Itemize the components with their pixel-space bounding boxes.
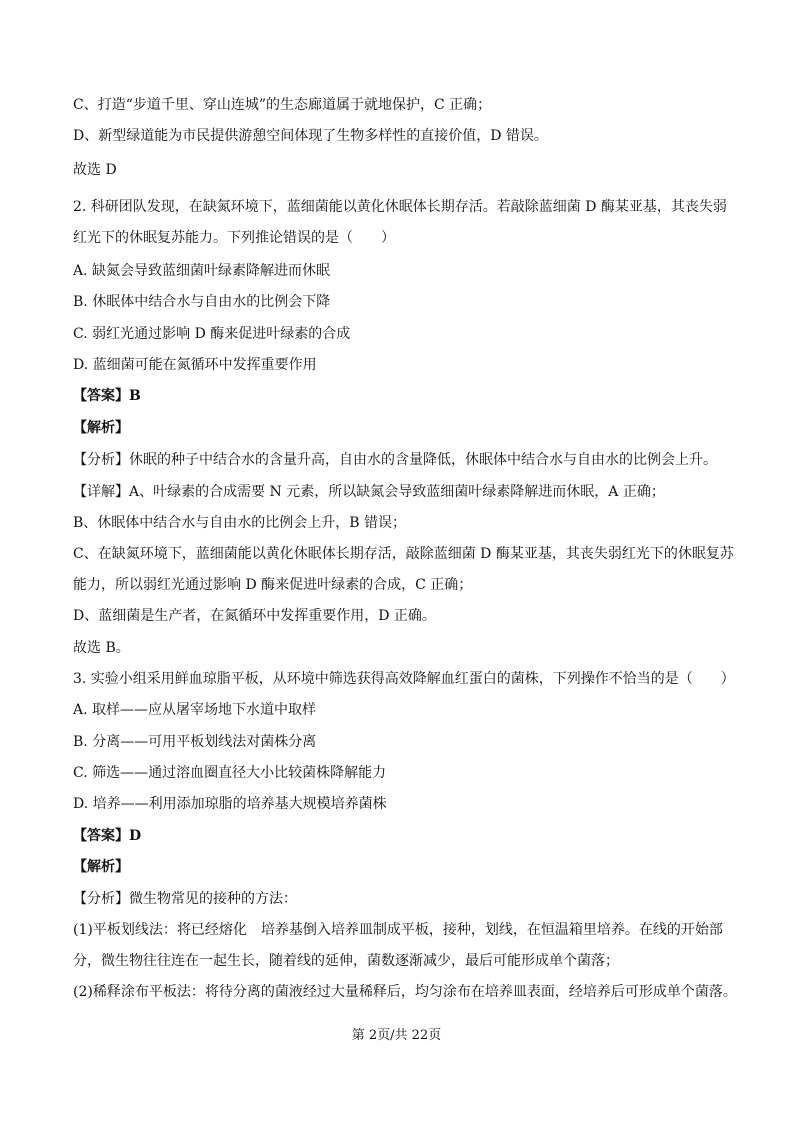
text-line: D、新型绿道能为市民提供游憩空间体现了生物多样性的直接价值，D 错误。 [73, 128, 548, 144]
option-c: C. 弱红光通过影响 D 酶来促进叶绿素的合成 [73, 326, 351, 342]
option-a: A. 缺氮会导致蓝细菌叶绿素降解进而休眠 [73, 263, 331, 279]
detail-text: B、休眠体中结合水与自由水的比例会上升，B 错误； [73, 515, 407, 531]
option-b: B. 分离——可用平板划线法对菌株分离 [73, 734, 317, 750]
analysis-text: (1)平板划线法：将已经熔化 培养基倒入培养皿制成平板，接种，划线，在恒温箱里培养。在线的开始部 [73, 922, 723, 938]
text-line: C、打造“步道千里、穿山连城”的生态廊道属于就地保护，C 正确； [73, 97, 492, 113]
detail-text: 【详解】A、叶绿素的合成需要 N 元素，所以缺氮会导致蓝细菌叶绿素降解进而休眠，A 正确； [73, 484, 665, 500]
option-c: C. 筛选——通过溶血圈直径大小比较菌株降解能力 [73, 765, 387, 781]
question-2-stem: 2. 科研团队发现，在缺氮环境下，蓝细菌能以黄化休眠体长期存活。若敲除蓝细菌 D 酶某亚基，其丧失弱 [73, 199, 727, 215]
analysis-text: 【分析】微生物常见的接种的方法： [73, 891, 297, 907]
detail-text: 能力，所以弱红光通过影响 D 酶来促进叶绿素的合成，C 正确； [73, 577, 473, 593]
analysis-text: 分，微生物往往连在一起生长，随着线的延伸，菌数逐渐减少，最后可能形成单个菌落； [73, 953, 619, 969]
option-d: D. 培养——利用添加琼脂的培养基大规模培养菌株 [73, 796, 387, 812]
analysis-label: 【解析】 [73, 420, 129, 436]
detail-text: D、蓝细菌是生产者，在氮循环中发挥重要作用，D 正确。 [73, 608, 436, 624]
answer-label: 【答案】D [73, 828, 142, 844]
answer-label: 【答案】B [73, 388, 141, 404]
analysis-text: 【分析】休眠的种子中结合水的含量升高，自由水的含量降低，休眠体中结合水与自由水的比例会上升。 [73, 452, 717, 468]
page-number-footer: 第 2页/共 22页 [351, 1028, 442, 1043]
option-d: D. 蓝细菌可能在氮循环中发挥重要作用 [73, 357, 317, 373]
question-3-stem: 3. 实验小组采用鲜血琼脂平板，从环境中筛选获得高效降解血红蛋白的菌株，下列操作不恰当的是（ ） [73, 671, 735, 687]
option-a: A. 取样——应从屠宰场地下水道中取样 [73, 702, 317, 718]
analysis-label: 【解析】 [73, 859, 129, 875]
analysis-text: (2)稀释涂布平板法：将待分离的菌液经过大量稀释后，均匀涂布在培养皿表面，经培养后可形成单个菌落。 [73, 984, 737, 1000]
question-2-stem: 红光下的休眠复苏能力。下列推论错误的是（ ） [73, 230, 395, 246]
detail-text: C、在缺氮环境下，蓝细菌能以黄化休眠体长期存活，敲除蓝细菌 D 酶某亚基，其丧失弱红光下的休眠复苏 [73, 546, 734, 562]
option-b: B. 休眠体中结合水与自由水的比例会下降 [73, 294, 331, 310]
text-line: 故选 D [73, 162, 117, 178]
detail-text: 故选 B。 [73, 640, 130, 656]
